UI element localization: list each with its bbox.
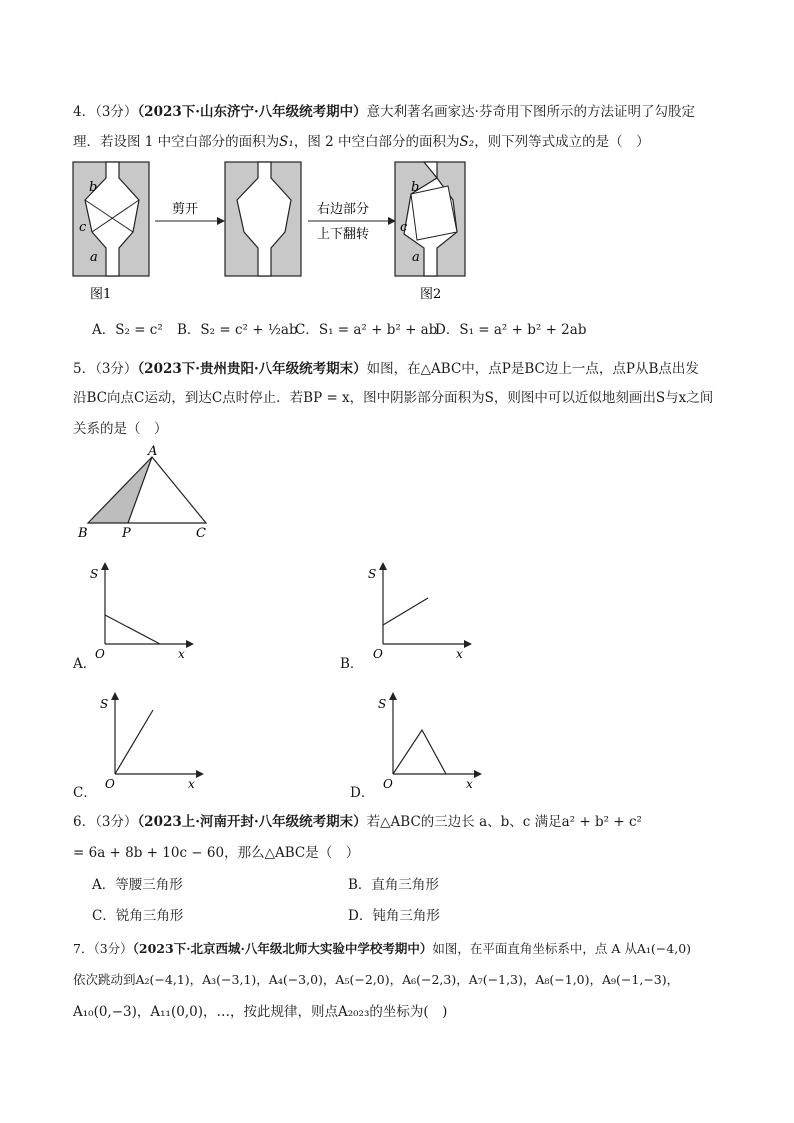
q6-text1: 若△ABC的三边长 a、b、c 满足a² + b² + c² [366,814,642,830]
q5-option-b[interactable]: B． [340,656,364,672]
fig1-label-c: c [79,220,87,235]
svg-text:S: S [100,697,109,711]
q6-source: （2023上·河南开封·八年级统考期末） [137,814,367,830]
fig1-label-a: a [90,250,98,265]
q5-text1: 如图，在△ABC中，点P是BC边上一点，点P从B点出发 [366,361,699,377]
svg-text:O: O [95,647,105,660]
q5-option-c[interactable]: C． [73,785,97,801]
svg-text:S: S [378,697,387,711]
q4-number: 4．（3分） [73,104,138,120]
svg-text:x: x [456,647,463,660]
q7-text1: 如图，在平面直角坐标系中，点 A 从A₁(−4,0) [432,941,692,956]
vertex-c: C [196,526,206,541]
q6-option-d[interactable]: D．钝角三角形 [348,908,440,924]
svg-text:x: x [178,647,185,660]
graph-d[interactable] [376,690,486,790]
svg-text:O: O [105,777,115,790]
vertex-a: A [148,445,158,459]
arrow2-label2: 上下翻转 [317,227,370,242]
q4-text2a: 理．若设图 1 中空白部分的面积为 [73,134,280,150]
q5-option-a[interactable]: A． [73,656,97,672]
svg-text:S: S [90,567,99,581]
arrow2-label1: 右边部分 [317,202,370,217]
graph-a-line [105,615,160,644]
graph-c[interactable] [98,690,208,790]
fig2-caption: 图2 [420,287,442,302]
q5-number: 5．（3分） [73,361,138,377]
q7-line1 [73,940,691,958]
q4-option-b[interactable]: B．S₂ = c² + ½ab [177,322,298,338]
q5-triangle-figure [70,445,230,543]
q7-source: （2023下·北京西城·八年级北师大实验中学校考期中） [132,941,433,956]
point-p: P [122,526,131,541]
q4-option-d[interactable]: D．S₁ = a² + b² + 2ab [435,322,587,338]
q4-option-a[interactable]: A．S₂ = c² [92,322,163,338]
graph-a[interactable] [88,560,198,660]
arrow1-head [217,217,225,225]
q5-line1 [73,360,699,378]
q5-source: （2023下·贵州贵阳·八年级统考期末） [137,361,367,377]
fig2-label-b: b [411,180,420,195]
fig1-label-b: b [89,180,98,195]
graph-b-line [383,598,428,625]
fig2-label-a: a [412,250,420,265]
q4-text2c: ，则下列等式成立的是（ ） [474,134,650,150]
arrow1-label: 剪开 [172,202,199,217]
svg-text:x: x [466,777,473,790]
q6-line2: = 6a + 8b + 10c − 60，那么△ABC是（ ） [73,845,360,861]
q4-text2b: ，图 2 中空白部分的面积为 [293,134,460,150]
svg-text:O: O [383,777,393,790]
q7-number: 7．（3分） [73,941,133,956]
q6-line1 [73,813,642,831]
svg-text:x: x [188,777,195,790]
svg-text:O: O [373,647,383,660]
q4-s1: S₁ [279,134,294,150]
fig2-label-c: c [400,220,408,235]
q6-option-b[interactable]: B．直角三角形 [348,877,439,893]
graph-c-line [115,710,153,774]
graph-b[interactable] [366,560,476,660]
fig1-caption: 图1 [90,287,112,302]
q7-line2: 依次跳动到A₂(−4,1)，A₃(−3,1)，A₄(−3,0)，A₅(−2,0)，A₆(−2,3)，A₇(−1,3)，A₈(−1,0)，A₉(−1,−3)， [73,972,680,987]
q7-line3: A₁₀(0,−3)，A₁₁(0,0)，…，按此规律，则点A₂₀₂₃的坐标为( ) [73,1004,448,1020]
q4-line1 [73,103,695,121]
vertex-b: B [78,526,88,541]
q6-number: 6．（3分） [73,814,138,830]
q4-s2: S₂ [459,134,475,150]
graph-d-line [393,730,446,774]
q4-text1: 意大利著名画家达·芬奇用下图所示的方法证明了勾股定 [366,104,695,120]
q4-option-c[interactable]: C．S₁ = a² + b² + ab [295,322,438,338]
q4-figure [70,158,480,306]
q5-line2: 沿BC向点C运动，到达C点时停止．若BP = x，图中阴影部分面积为S，则图中可以近似地刻画出S与x之间 [73,390,714,406]
svg-text:S: S [368,567,377,581]
q5-option-d[interactable]: D． [350,785,375,801]
q4-source: （2023下·山东济宁·八年级统考期中） [137,104,367,120]
q5-line3: 关系的是（ ） [73,421,168,437]
q4-line2 [73,133,650,151]
q6-option-a[interactable]: A．等腰三角形 [92,877,183,893]
q6-option-c[interactable]: C．锐角三角形 [92,908,184,924]
